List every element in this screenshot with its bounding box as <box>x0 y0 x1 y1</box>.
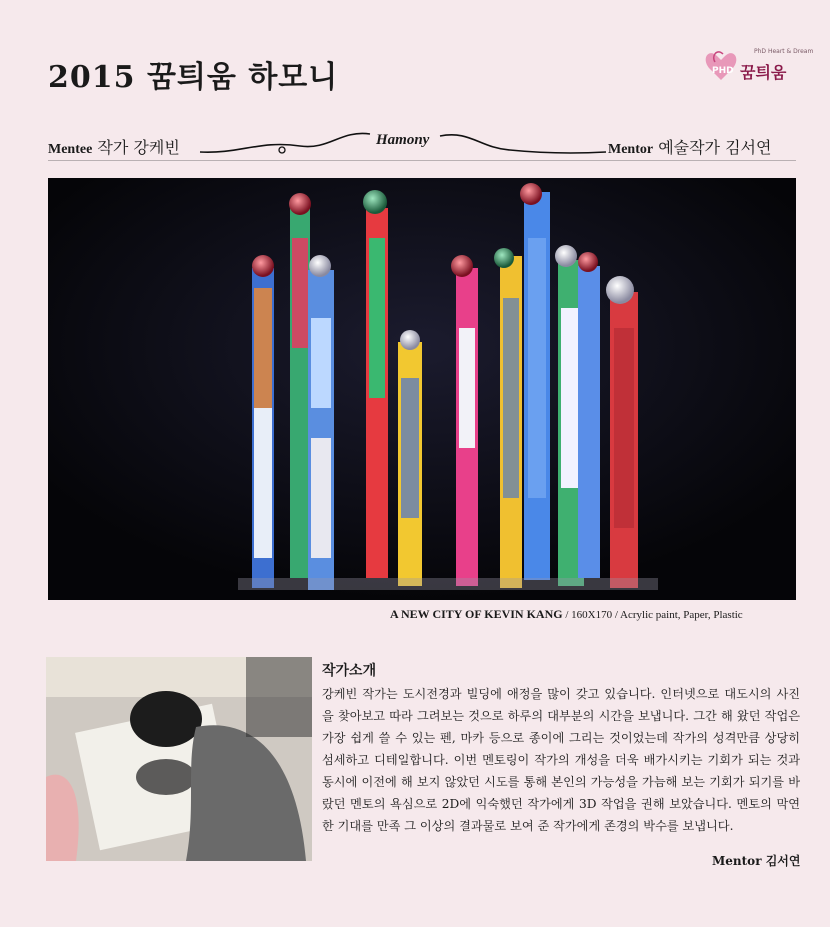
artwork-title: A NEW CITY OF KEVIN KANG <box>390 607 563 621</box>
artwork-details: / 160X170 / Acrylic paint, Paper, Plastic <box>562 609 743 621</box>
mentee-label <box>48 135 180 158</box>
artwork-photo <box>48 178 796 600</box>
page-title: 2015 꿈틔움 하모니 <box>48 60 339 95</box>
intro-heading: 작가소개 <box>322 663 377 679</box>
column-5 <box>398 330 422 586</box>
mentor-label <box>608 135 771 158</box>
logo-phd: PHD <box>712 66 734 76</box>
intro-body: 강케빈 작가는 도시전경과 빌딩에 애정을 많이 갖고 있습니다. 인터넷으로 대도시의 사진을 찾아보고 따라 그려보는 것으로 하루의 대부분의 시간을 보냅니다. 그간 해 왔던 작업은 가장 쉽게 쓸 수 있는 펜, 마카 등으로 종이에 그리는 것이었는데 작가의 성격만큼 상당히 섬세하고 디테일합니다. 이번 멘토링이 작가의 개성을 더욱 배가시키는 기회가 되는 것과 동시에 이전에 해 보지 않았던 시도를 통해 본인의 가능성을 가늠해 보는 기회가 되기를 바랐던 멘토의 욕심으로 2D에 익숙했던 작가에게 3D 작업을 권해 보았습니다. 멘토의 막연한 기대를 만족 그 이상의 결과물로 보여 준 작가에게 존경의 박수를 보냅니다. <box>322 687 800 833</box>
harmony-word: Hamony <box>376 132 430 148</box>
mentor-name: 예술작가 김서연 <box>658 138 772 157</box>
column-2 <box>289 193 311 578</box>
mentee-name: 작가 강케빈 <box>97 138 180 157</box>
column-11 <box>606 276 638 588</box>
column-1 <box>252 255 274 588</box>
column-4 <box>363 190 388 578</box>
column-3 <box>308 255 334 590</box>
logo-wordmark: 꿈틔움 <box>740 63 787 82</box>
artist-photo <box>46 657 312 861</box>
mentee-en: Mentee <box>48 142 93 157</box>
column-8 <box>520 183 550 580</box>
logo-tagline: PhD Heart & Dream <box>754 48 814 55</box>
artist-illustration <box>46 657 312 861</box>
mentor-en: Mentor <box>608 142 654 157</box>
column-10 <box>578 252 600 578</box>
artwork-illustration <box>48 178 796 600</box>
header-divider <box>48 160 796 161</box>
artwork-caption <box>390 607 743 622</box>
mentor-signature: Mentor 김서연 <box>712 854 801 868</box>
